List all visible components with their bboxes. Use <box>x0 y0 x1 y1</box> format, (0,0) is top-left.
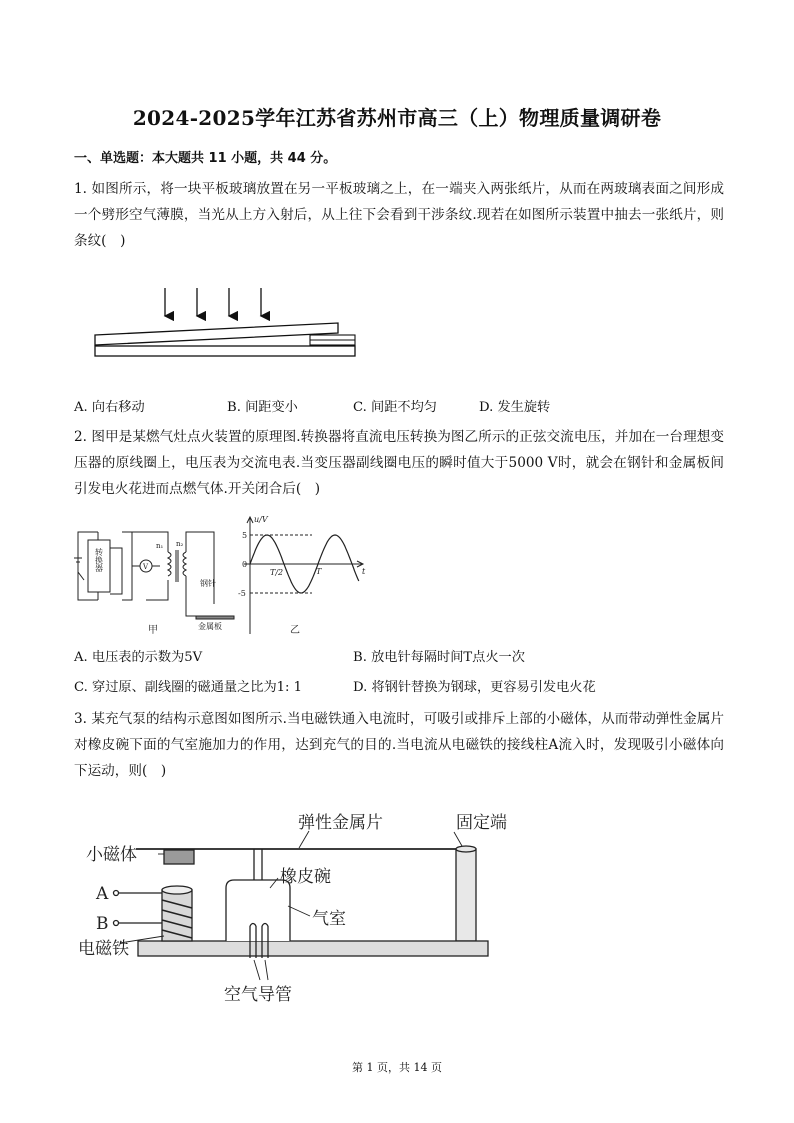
question-2-stem: 2. 图甲是某燃气灶点火装置的原理图.转换器将直流电压转换为图乙所示的正弦交流电压，并加在一台理想变压器的原线圈上，电压表为交流电表.当变压器副线圈电压的瞬时值大于5000 V时，就会在钢针和金属板间引发电火花进而点燃气体.开关闭合后( ) <box>74 429 724 497</box>
ignition-circuit <box>74 532 234 619</box>
q2-option-a[interactable]: A. 电压表的示数为5V <box>74 650 203 665</box>
q1-option-a[interactable]: A. 向右移动 <box>74 400 145 415</box>
upper-glass-plate <box>95 323 338 345</box>
q1-option-d[interactable]: D. 发生旋转 <box>479 400 551 415</box>
figure-3-air-pump <box>78 808 544 1018</box>
q1-option-b[interactable]: B. 间距变小 <box>227 400 298 415</box>
label-rubber-bowl: 橡皮碗 <box>280 867 331 887</box>
figure-label-yi: 乙 <box>290 625 300 636</box>
label-terminal-a: A <box>96 884 109 904</box>
y-axis-label: u/V <box>254 515 268 524</box>
label-electromagnet: 电磁铁 <box>78 939 129 959</box>
q2-option-d[interactable]: D. 将钢针替换为钢球，更容易引发电火花 <box>353 680 596 695</box>
voltmeter-label: V <box>143 563 149 571</box>
converter-label: 转换器 <box>94 548 104 572</box>
waveform-axes <box>244 517 363 634</box>
t-full-label: T <box>316 567 322 576</box>
figure-label-jia: 甲 <box>148 625 158 636</box>
label-fixed-end: 固定端 <box>456 813 507 833</box>
y-tick-0: 0 <box>242 560 248 569</box>
section-heading: 一、单选题：本大题共 11 小题，共 44 分。 <box>74 151 337 166</box>
label-small-magnet: 小磁体 <box>86 845 137 865</box>
q2-option-b[interactable]: B. 放电针每隔时间T点火一次 <box>353 650 525 665</box>
needle-label: 钢针 <box>200 579 216 588</box>
lower-glass-plate <box>95 346 355 356</box>
question-1-stem: 1. 如图所示，将一块平板玻璃放置在另一平板玻璃之上，在一端夹入两张纸片，从而在两玻璃表面之间形成一个劈形空气薄膜，当光从上方入射后，从上往下会看到干涉条纹.现若在如图所示装置中抽去一张纸片，则条纹( ) <box>74 181 724 249</box>
label-terminal-b: B <box>96 914 109 934</box>
t-half-label: T/2 <box>270 568 284 577</box>
plate-label: 金属板 <box>198 622 222 631</box>
fixed-post <box>456 849 476 941</box>
label-air-chamber: 气室 <box>312 909 346 929</box>
paper-title: 2024-2025学年江苏省苏州市高三（上）物理质量调研卷 <box>132 106 662 130</box>
rubber-bowl <box>226 880 290 941</box>
label-spring-plate: 弹性金属片 <box>298 813 383 833</box>
page-footer: 第 1 页，共 14 页 <box>352 1061 442 1074</box>
n2-label: n₂ <box>176 540 184 548</box>
metal-plate <box>196 616 234 619</box>
q1-option-c[interactable]: C. 间距不均匀 <box>353 400 437 415</box>
label-air-tube: 空气导管 <box>224 985 292 1005</box>
question-3-stem: 3. 某充气泵的结构示意图如图所示.当电磁铁通入电流时，可吸引或排斥上部的小磁体，从而带动弹性金属片对橡皮碗下面的气室施加力的作用，达到充气的目的.当电流从电磁铁的接线柱A流入时，发现吸引小磁体向下运动，则( ) <box>74 711 724 779</box>
small-magnet <box>164 850 194 864</box>
x-axis-label: t <box>362 567 366 576</box>
figure-2-circuit-and-waveform <box>72 512 372 636</box>
incident-light-arrows <box>165 288 261 316</box>
n1-label: n₁ <box>156 542 164 550</box>
y-tick-5: 5 <box>242 531 248 540</box>
y-tick-neg5: -5 <box>238 589 246 598</box>
q2-option-c[interactable]: C. 穿过原、副线圈的磁通量之比为1: 1 <box>74 680 303 695</box>
figure-1-glass-wedge <box>90 283 360 363</box>
base <box>138 941 488 956</box>
